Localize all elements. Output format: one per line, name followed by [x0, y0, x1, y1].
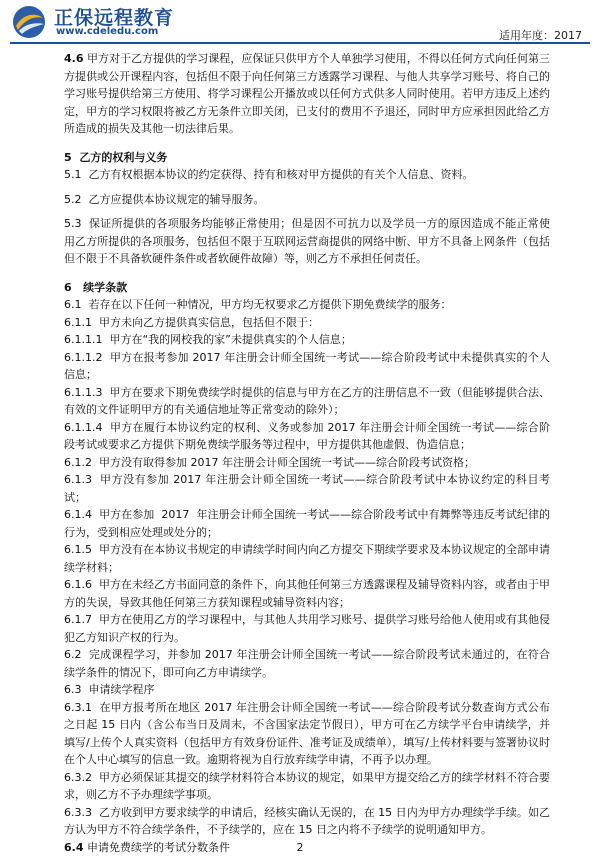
clause-6-3-2: 6.3.2 甲方必须保证其提交的续学材料符合本协议的规定，如果甲方提交给乙方的续学材料不符合要求，则乙方不予办理续学事项。 — [64, 770, 550, 801]
clause-6-3: 6.3 申请续学程序 — [64, 683, 155, 696]
clause-6-3-3: 6.3.3 乙方收到甲方要求续学的申请后，经核实确认无误的，在 15 日内为甲方办理续学手续。如乙方认为甲方不符合续学条件，不予续学的，应在 15 日之内将不予续学的说明通知甲方。 — [64, 805, 550, 836]
clause-text: 申请免费续学的考试分数条件 — [83, 840, 230, 854]
clause-6-1-7: 6.1.7 甲方在使用乙方的学习课程中，与其他人共用学习账号、提供学习账号给他人使用或有其他侵犯乙方知识产权的行为。 — [64, 613, 550, 644]
clause-6-1-1-2: 6.1.1.2 甲方在报考参加 2017 年注册会计师全国统一考试——综合阶段考试中未提供真实的个人信息； — [64, 350, 550, 381]
clause-5-1: 5.1 乙方有权根据本协议的约定获得、持有和核对甲方提供的有关个人信息、资料。 — [64, 168, 474, 181]
clause-6-1-1-1: 6.1.1.1 甲方在“我的网校我的家”未提供真实的个人信息； — [64, 333, 352, 346]
clause-text: 甲方对于乙方提供的学习课程，应保证只供甲方个人单独学习使用，不得以任何方式向任何第三方提供或公开课程内容，包括但不限于向任何第三方透露学习课程、与他人共享学习账号、将自己的学习账号提供给第三方使用、将学习课程公开播放或以任何方式供多人同时使用。若甲方违反上述约定，甲方的学习权限将被乙方无条件立即关闭，已支付的费用不予退还，同时甲方应承担因此给乙方所造成的损失及其他一切法律后果。 — [64, 52, 550, 135]
clause-6-1-1-4: 6.1.1.4 甲方在履行本协议约定的权利、义务或参加 2017 年注册会计师全国统一考试——综合阶段考试或要求乙方提供下期免费续学服务等过程中，甲方提供其他虚假、伪造信息； — [64, 420, 550, 451]
clause-number: 6.4 — [64, 840, 84, 854]
brand-url: www.cdeledu.com — [56, 26, 159, 37]
globe-logo-icon — [10, 4, 48, 40]
section-6-heading: 6 续学条款 — [64, 280, 128, 294]
clause-6-1-6: 6.1.6 甲方在未经乙方书面同意的条件下，向其他任何第三方透露课程及辅导资料内容，或者由于甲方的失误，导致其他任何第三方获知课程或辅导资料内容； — [64, 578, 550, 609]
document-body — [64, 50, 550, 856]
clause-6-1-5: 6.1.5 甲方没有在本协议书规定的申请续学时间内向乙方提交下期续学要求及本协议规定的全部申请续学材料； — [64, 543, 550, 574]
clause-6-1: 6.1 若存在以下任何一种情况，甲方均无权要求乙方提供下期免费续学的服务： — [64, 298, 452, 311]
clause-6-1-1: 6.1.1 甲方未向乙方提供真实信息，包括但不限于： — [64, 315, 319, 329]
clause-6-2: 6.2 完成课程学习，并参加 2017 年注册会计师全国统一考试——综合阶段考试未通过的，在符合续学条件的情况下，即可向乙方申请续学。 — [64, 648, 550, 679]
clause-4-6 — [64, 50, 550, 138]
brand-name: 正保远程教育 — [54, 7, 175, 29]
applicable-year-label: 适用年度：2017 — [499, 29, 582, 42]
clause-number: 4.6 — [64, 52, 84, 65]
clause-5-3: 5.3 保证所提供的各项服务均能够正常使用；但是因不可抗力以及学员一方的原因造成不能正常使用乙方所提供的各项服务，包括但不限于互联网运营商提供的网络中断、甲方不具备上网条件（包括但不限于不具备软硬件条件或者软硬件故障）等，则乙方不承担任何责任。 — [64, 217, 550, 265]
clause-6-1-4: 6.1.4 甲方在参加 2017 年注册会计师全国统一考试——综合阶段考试中有舞弊等违反考试纪律的行为，受到相应处理或处分的； — [64, 508, 550, 539]
document-header — [0, 0, 600, 44]
header-divider — [10, 42, 590, 44]
clause-6-1-3: 6.1.3 甲方没有参加 2017 年注册会计师全国统一考试——综合阶段考试中本协议约定的科目考试； — [64, 473, 550, 504]
clause-6-3-1: 6.3.1 在甲方报考所在地区 2017 年注册会计师全国统一考试——综合阶段考试分数查询方式公布之日起 15 日内（含公布当日及周末，不含国家法定节假日），甲方可在乙方续学平台申请续学，并填写/上传个人真实资料（包括甲方有效身份证件、准考证及成绩单），填写/上传材料要与签署协议时在个人中心填写的信息一致。逾期将视为自行放弃续学申请，不再予以办理。 — [64, 700, 550, 766]
clause-5-2: 5.2 乙方应提供本协议规定的辅导服务。 — [64, 192, 265, 206]
clause-6-1-1-3: 6.1.1.3 甲方在要求下期免费续学时提供的信息与甲方在乙方的注册信息不一致（但能够提供合法、有效的文件证明甲方的有关通信地址等正常变动的除外）； — [64, 385, 550, 416]
clause-6-1-2: 6.1.2 甲方没有取得参加 2017 年注册会计师全国统一考试——综合阶段考试资格； — [64, 455, 475, 469]
section-5-heading: 5 乙方的权利与义务 — [64, 150, 168, 164]
page-number: 2 — [296, 841, 304, 854]
